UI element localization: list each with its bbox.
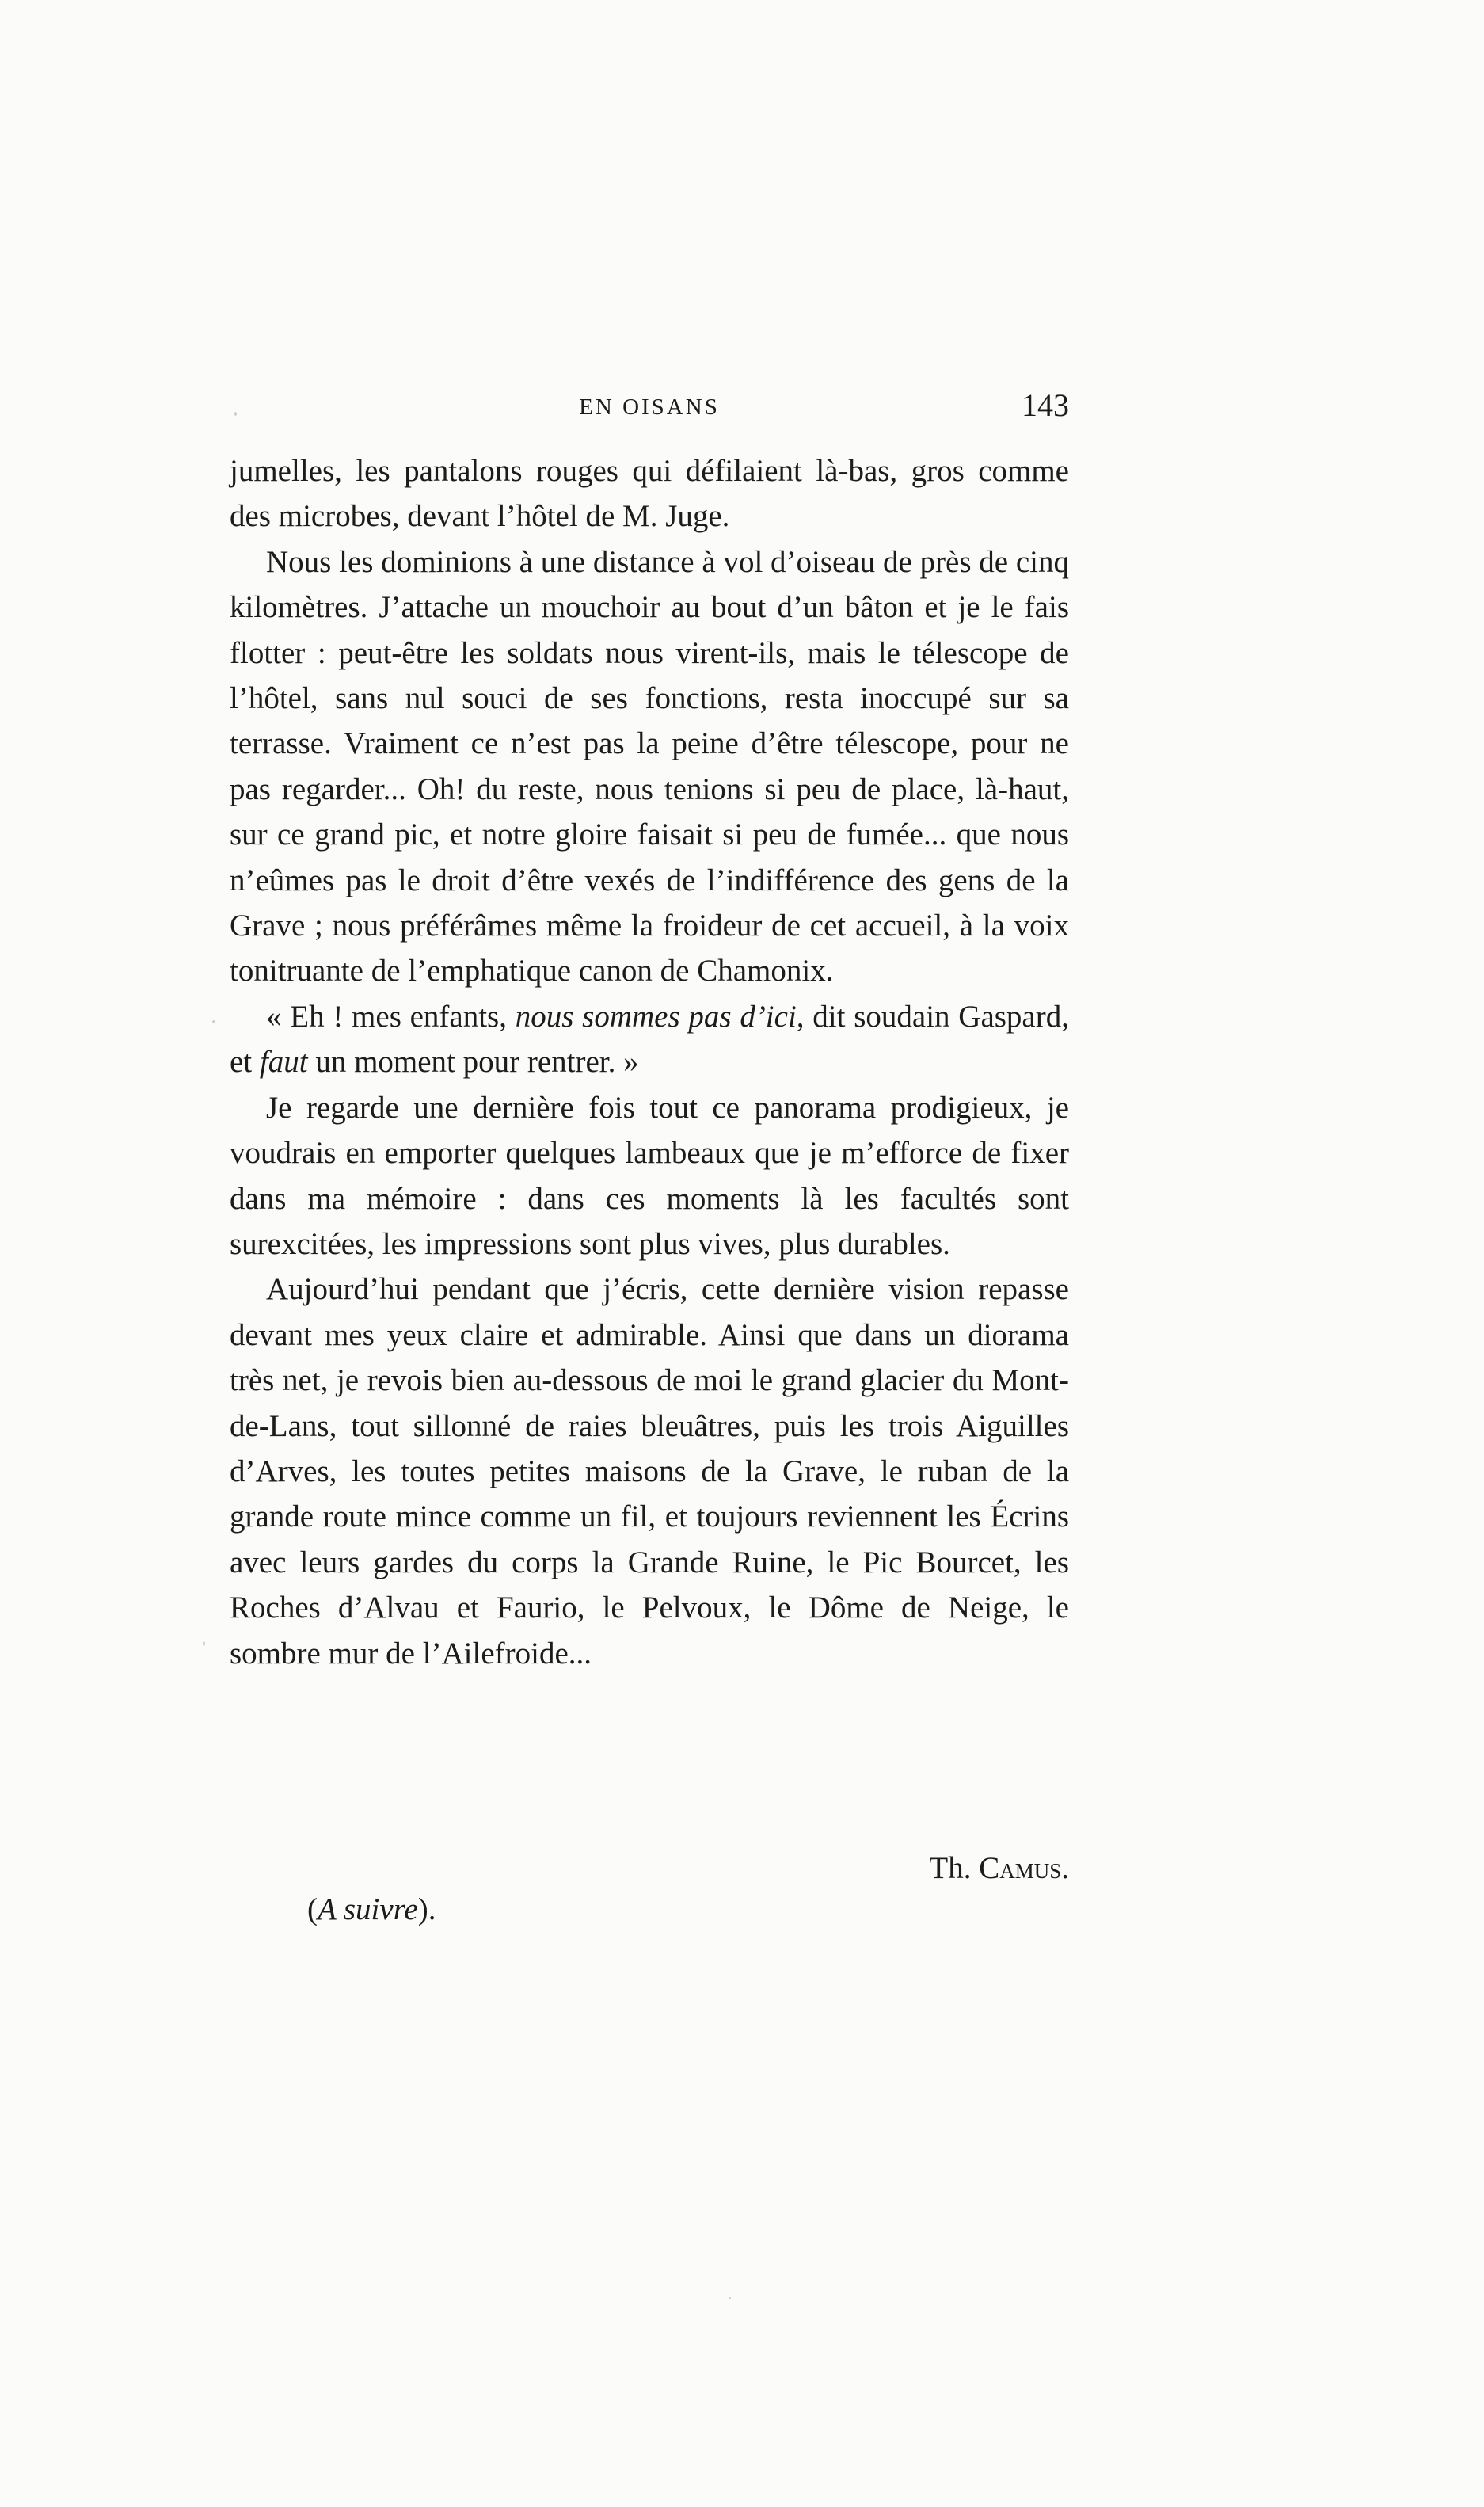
paragraph-1 xyxy=(230,448,1069,539)
paper-speck xyxy=(234,412,237,416)
body-text xyxy=(230,448,1069,1676)
paragraph-text: Aujourd’hui pendant que j’écris, cette dernière vision repasse devant mes yeux claire et admirable. Ainsi que dans un diorama très net, je revois bien au-dessous de moi le grand glacier du Mont-de-Lans, tout sillonné de raies bleuâtres, puis les trois Aiguilles d’Arves, les toutes petites maisons de la Grave, le ruban de la grande route mince comme un fil, et toujours reviennent les Écrins avec leurs gardes du corps la Grande Ruine, le Pic Bourcet, les Roches d’Alvau et Faurio, le Pelvoux, le Dôme de Neige, le sombre mur de l’Ailefroide... xyxy=(230,1272,1069,1671)
signature-name: Camus. xyxy=(979,1851,1069,1885)
running-head xyxy=(230,387,1069,434)
paper-speck xyxy=(212,1020,215,1023)
paren-close: ). xyxy=(417,1892,436,1926)
paragraph-text: Nous les dominions à une distance à vol d’oiseau de près de cinq kilomètres. J’attache un mouchoir au bout d’un bâton et je le fais flotter : peut-être les soldats nous virent-ils, mais le télescope de l’hôtel, sans nul souci de ses fonctions, resta inoccupé sur sa terrasse. Vraiment ce n’est pas la peine d’être télescope, pour ne pas regarder... Oh! du reste, nous tenions si peu de place, là-haut, sur ce grand pic, et notre gloire faisait si peu de fumée... que nous n’eûmes pas le droit d’être vexés de l’indifférence des gens de la Grave ; nous préférâmes même la froideur de cet accueil, à la voix tonitruante de l’emphatique canon de Chamonix. xyxy=(230,544,1069,989)
page-number: 143 xyxy=(1022,387,1069,423)
paren-open: ( xyxy=(307,1892,318,1926)
paper-speck xyxy=(729,2297,731,2299)
to-be-continued xyxy=(307,1892,436,1927)
quote-text: un moment pour rentrer. » xyxy=(307,1045,639,1080)
paragraph-5 xyxy=(230,1267,1069,1676)
running-title: EN OISANS xyxy=(579,394,720,420)
paper-speck xyxy=(203,1641,205,1646)
quote-text: dit soudain Gaspard, et xyxy=(230,999,1069,1080)
signature-prefix: Th. xyxy=(929,1851,972,1885)
author-signature xyxy=(929,1850,1069,1886)
paragraph-4 xyxy=(230,1085,1069,1267)
italic-phrase: nous sommes pas d’ici, xyxy=(515,999,805,1034)
paragraph-text: Je regarde une dernière fois tout ce panorama prodigieux, je voudrais en emporter quelques lambeaux que je m’efforce de fixer dans ma mémoire : dans ces moments là les facultés sont surexcitées, les impressions sont plus vives, plus durables. xyxy=(230,1090,1069,1261)
paragraph-text: jumelles, les pantalons rouges qui défilaient là-bas, gros comme des microbes, devant l’hôtel de M. Juge. xyxy=(230,454,1069,534)
paragraph-3 xyxy=(230,994,1069,1085)
italic-word: faut xyxy=(259,1045,308,1080)
quote-text: « Eh ! mes enfants, xyxy=(266,999,516,1034)
paragraph-2 xyxy=(230,539,1069,994)
to-be-continued-text: A suivre xyxy=(318,1892,418,1926)
